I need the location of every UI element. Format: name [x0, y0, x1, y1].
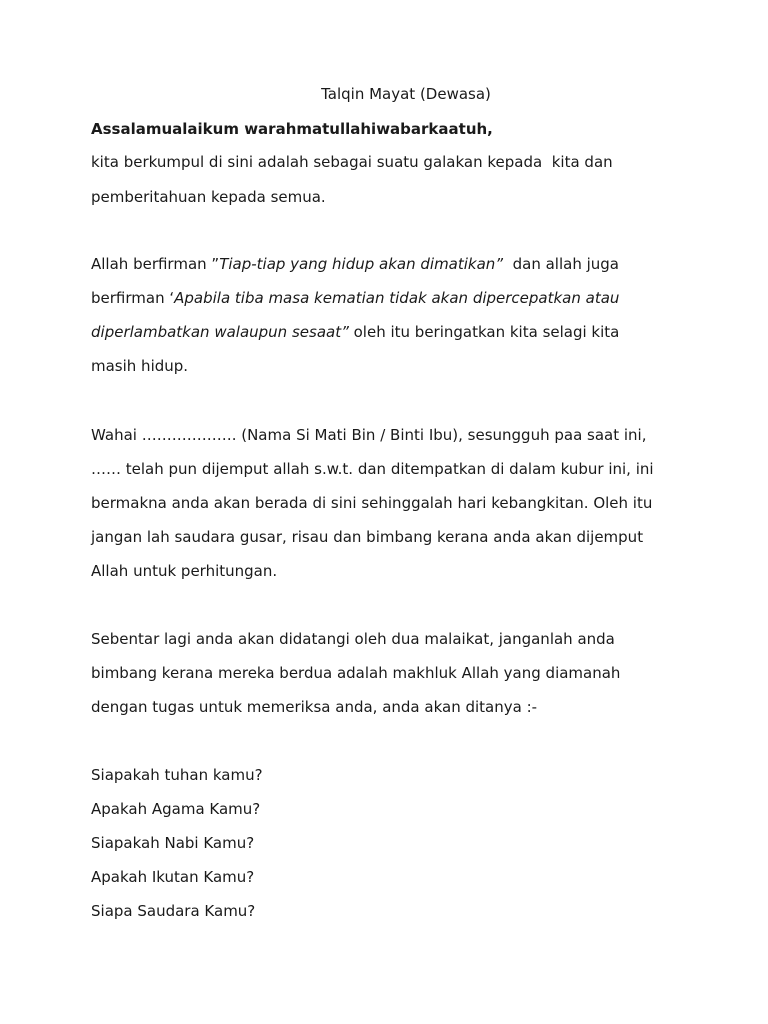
- paragraph-3-line-5: Allah untuk perhitungan.: [91, 562, 278, 580]
- question-item: Siapa Saudara Kamu?: [91, 902, 256, 920]
- paragraph-3-line-1: Wahai ………………. (Nama Si Mati Bin / Binti Ibu), sesungguh paa saat ini,: [91, 426, 647, 444]
- paragraph-4-line-3: dengan tugas untuk memeriksa anda, anda akan ditanya :-: [91, 698, 538, 716]
- greeting: Assalamualaikum warahmatullahiwabarkaatuh,: [91, 120, 493, 138]
- paragraph-3-line-3: bermakna anda akan berada di sini sehinggalah hari kebangkitan. Oleh itu: [91, 494, 653, 512]
- paragraph-3-line-2: …… telah pun dijemput allah s.w.t. dan ditempatkan di dalam kubur ini, ini: [91, 460, 654, 478]
- quote-italic: diperlambatkan walaupun sesaat”: [91, 323, 349, 341]
- text-run: berfirman ‘: [91, 289, 175, 307]
- question-item: Apakah Ikutan Kamu?: [91, 868, 255, 886]
- paragraph-2-line-1: [91, 254, 619, 274]
- document-title: Talqin Mayat (Dewasa): [321, 85, 491, 103]
- question-item: Siapakah tuhan kamu?: [91, 766, 263, 784]
- paragraph-4-line-1: Sebentar lagi anda akan didatangi oleh dua malaikat, janganlah anda: [91, 630, 615, 648]
- paragraph-2-line-4: masih hidup.: [91, 357, 189, 375]
- paragraph-2-line-2: [91, 288, 619, 308]
- paragraph-1-line-2: pemberitahuan kepada semua.: [91, 188, 326, 206]
- question-item: Siapakah Nabi Kamu?: [91, 834, 255, 852]
- quote-italic: Apabila tiba masa kematian tidak akan dipercepatkan atau: [174, 289, 620, 307]
- paragraph-4-line-2: bimbang kerana mereka berdua adalah makhluk Allah yang diamanah: [91, 664, 621, 682]
- quote-italic: Tiap-tiap yang hidup akan dimatikan”: [219, 255, 504, 273]
- question-item: Apakah Agama Kamu?: [91, 800, 261, 818]
- paragraph-2-line-3: [91, 322, 619, 342]
- paragraph-1-line-1: kita berkumpul di sini adalah sebagai suatu galakan kepada kita dan: [91, 153, 613, 171]
- paragraph-3-line-4: jangan lah saudara gusar, risau dan bimbang kerana anda akan dijemput: [91, 528, 644, 546]
- text-run: Allah berfirman ”: [91, 255, 220, 273]
- text-run: dan allah juga: [503, 255, 619, 273]
- text-run: oleh itu beringatkan kita selagi kita: [348, 323, 620, 341]
